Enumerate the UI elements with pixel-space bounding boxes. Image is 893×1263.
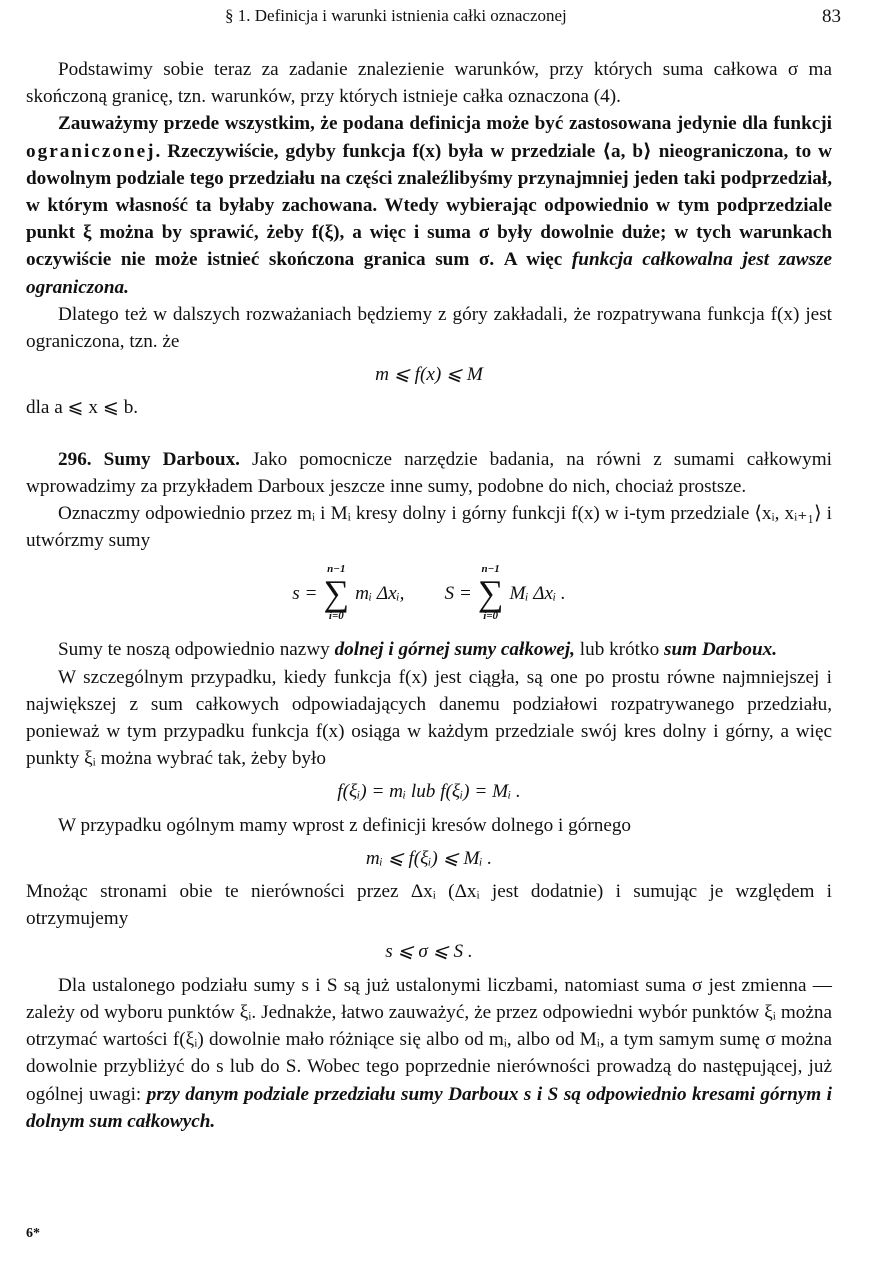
paragraph-text: Dla ustalonego podziału sumy s i S są już ustalonymi liczbami, natomiast suma σ jest zmienna — zależy od wyboru punktów ξᵢ. Jednakże, łatwo zauważyć, że przez odpowiedni wybór punktów ξᵢ można otrzymać wartości f(ξᵢ) dowolnie mało różniące się albo od mᵢ, albo od Mᵢ, a tym samym sumę σ można dowolnie przybliżyć do s lub do S. Wobec tego poprzednie nierówności prowadzą do następującej, już ogólnej uwagi: <box>26 974 832 1105</box>
sum-lhs: s = <box>292 582 318 604</box>
sum-lower-limit: i=0 <box>483 610 499 623</box>
sum-lhs: S = <box>444 582 472 604</box>
sigma-glyph: ∑ <box>477 573 504 614</box>
sum-term: Mᵢ Δxᵢ . <box>509 582 566 604</box>
italic-emphasis: funkcja całkowalna jest zawsze ograniczona. <box>26 249 832 298</box>
darboux-sums-formula <box>26 560 832 626</box>
page-number: 83 <box>822 6 841 27</box>
sigma-glyph: ∑ <box>323 573 350 614</box>
paragraph <box>26 394 832 421</box>
paragraph-text: dla a ⩽ x ⩽ b. <box>26 397 139 419</box>
sum-term: mᵢ Δxᵢ, <box>355 582 405 604</box>
paragraph-text: Oznaczmy odpowiednio przez mᵢ i Mᵢ kresy dolny i górny funkcji f(x) w i-tym przedziale ⟨xᵢ, xᵢ₊₁⟩ i utwórzmy sumy <box>26 503 832 552</box>
formula-equalities: f(ξᵢ) = mᵢ lub f(ξᵢ) = Mᵢ . <box>337 781 521 803</box>
spaced-emphasis: ograniczonej <box>26 140 156 162</box>
paragraph-text: Jako pomocnicze narzędzie badania, na równi z sumami całkowymi wprowadzimy za przykładem Darboux jeszcze inne sumy, podobne do nich, chociaż prostsze. <box>26 448 832 497</box>
paragraph-text: Dlatego też w dalszych rozważaniach będziemy z góry zakładali, że rozpatrywana funkcja f(x) jest ograniczona, tzn. że <box>26 303 832 353</box>
section-gap <box>26 422 832 446</box>
running-header <box>60 4 841 30</box>
paragraph-text: Sumy te noszą odpowiednio nazwy <box>58 639 335 661</box>
section-heading: 296. Sumy Darboux. <box>58 448 240 470</box>
formula-sum-inequality: s ⩽ σ ⩽ S . <box>385 941 473 963</box>
paragraph-text: Zauważymy przede wszystkim, że podana definicja może być zastosowana jedynie dla funkcji <box>58 113 832 135</box>
paragraph-text: Podstawimy sobie teraz za zadanie znalezienie warunków, przy których suma całkowa σ ma skończoną granicę, tzn. warunków, przy których istnieje całka oznaczona (4). <box>26 59 832 108</box>
formula-inequality: mᵢ ⩽ f(ξᵢ) ⩽ Mᵢ . <box>365 847 493 869</box>
formula-bounds: m ⩽ f(x) ⩽ M <box>375 364 483 386</box>
paragraph <box>26 301 832 355</box>
page-body <box>26 56 832 1135</box>
section-title: § 1. Definicja i warunki istnienia całki oznaczonej <box>225 6 567 25</box>
paragraph <box>26 56 832 110</box>
section-paragraph <box>26 446 832 500</box>
sum-upper-limit: n−1 <box>327 563 346 576</box>
paragraph <box>26 110 832 300</box>
paragraph-text: W szczególnym przypadku, kiedy funkcja f(x) jest ciągła, są one po prostu równe najmniejszej i największej z sum całkowych odpowiadających danemu podziałowi rozpatrywanego przedziału, ponieważ w tym przypadku funkcja f(x) osiąga w każdym przedziale swój kres dolny i górny, a więc punkty ξᵢ można wybrać tak, żeby było <box>26 666 832 770</box>
signature-mark: 6* <box>26 1226 40 1241</box>
sigma-symbol <box>323 564 349 622</box>
paragraph-text: . Rzeczywiście, gdyby funkcja f(x) była w przedziale ⟨a, b⟩ nieograniczona, to w dowolnym podziale tego przedziału na części znaleźlibyśmy przynajmniej jeden taki podprzedział, w którym własność ta byłaby zachowana. Wtedy wybierając odpowiednio w tym podprzedziale punkt ξ można by sprawić, żeby f(ξ), a więc i suma σ były dowolnie duże; w tych warunkach oczywiście nie może istnieć skończona granica sum σ. A więc <box>26 140 832 271</box>
paragraph-text: lub krótko <box>574 639 664 661</box>
paragraph <box>26 972 832 1135</box>
paragraph <box>26 664 832 773</box>
paragraph <box>26 636 832 663</box>
sum-upper-limit: n−1 <box>481 563 500 576</box>
sigma-symbol <box>478 564 504 622</box>
lower-sum <box>292 564 404 622</box>
upper-sum <box>444 564 565 622</box>
paragraph-text: Mnożąc stronami obie te nierówności przez Δxᵢ (Δxᵢ jest dodatnie) i sumując je względem i otrzymujemy <box>26 881 832 930</box>
sum-lower-limit: i=0 <box>328 610 344 623</box>
paragraph <box>26 812 832 839</box>
italic-emphasis: przy danym podziale przedziału sumy Darboux s i S są odpowiednio kresami górnym i dolnym sum całkowych. <box>26 1083 832 1132</box>
italic-emphasis: dolnej i górnej sumy całkowej, <box>334 639 575 661</box>
paragraph-text: W przypadku ogólnym mamy wprost z definicji kresów dolnego i górnego <box>58 814 632 836</box>
italic-emphasis: sum Darboux. <box>663 639 778 661</box>
paragraph <box>26 878 832 932</box>
paragraph <box>26 500 832 554</box>
